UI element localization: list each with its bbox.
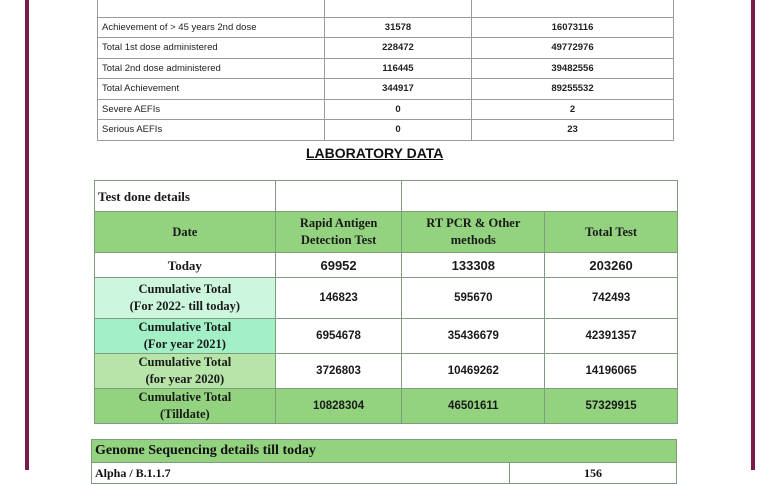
vax-district-cell: 0 (325, 99, 472, 120)
vax-label-cell: Total 1st dose administered (98, 38, 325, 59)
vax-district-cell: 31578 (325, 17, 472, 38)
vax-label-cell: Serious AEFIs (98, 120, 325, 141)
total-value: 742493 (545, 278, 678, 319)
test-done-title: Test done details (95, 181, 276, 212)
table-header-row (92, 440, 677, 463)
total-value: 57329915 (545, 389, 678, 424)
date-header: Date (95, 212, 276, 253)
laboratory-table (94, 180, 678, 424)
row-label: Today (95, 253, 276, 278)
table-row (92, 463, 677, 484)
vax-label-cell: Total Achievement (98, 79, 325, 100)
row-label-line1: Cumulative Total (138, 390, 232, 404)
vax-district-cell (325, 0, 472, 17)
table-row (98, 120, 674, 141)
row-label-line2: (for year 2020) (145, 372, 225, 386)
vax-state-cell: 16073116 (472, 17, 674, 38)
table-row (98, 17, 674, 38)
row-label (95, 389, 276, 424)
vax-state-cell: 49772976 (472, 38, 674, 59)
row-label-line2: (For year 2021) (143, 337, 226, 351)
vax-state-cell: 23 (472, 120, 674, 141)
rtpcr-value: 46501611 (402, 389, 545, 424)
table-row (98, 79, 674, 100)
table-row (98, 38, 674, 59)
rat-value: 10828304 (275, 389, 402, 424)
row-label (95, 278, 276, 319)
genome-sequencing-table (91, 439, 677, 484)
row-label-line2: (Tilldate) (159, 407, 210, 421)
vax-label-cell: Achievement of > 45 years 2nd dose (98, 17, 325, 38)
page-border-left (25, 0, 29, 470)
row-label-line1: Cumulative Total (138, 320, 232, 334)
rtpcr-value: 595670 (402, 278, 545, 319)
vax-state-cell: 2 (472, 99, 674, 120)
row-label (95, 319, 276, 354)
rtpcr-value: 133308 (402, 253, 545, 278)
table-row (95, 253, 678, 278)
table-row (95, 181, 678, 212)
vaccination-table (97, 0, 674, 141)
total-value: 14196065 (545, 354, 678, 389)
row-label-line2: (For 2022- till today) (129, 299, 241, 313)
vax-district-cell: 228472 (325, 38, 472, 59)
total-value: 203260 (545, 253, 678, 278)
row-label-line1: Cumulative Total (138, 355, 232, 369)
rtpcr-value: 10469262 (402, 354, 545, 389)
laboratory-data-heading: LABORATORY DATA (306, 145, 444, 161)
vax-district-cell: 344917 (325, 79, 472, 100)
table-row (98, 58, 674, 79)
table-row (98, 99, 674, 120)
genome-title: Genome Sequencing details till today (92, 440, 677, 463)
total-value: 42391357 (545, 319, 678, 354)
variant-count: 156 (510, 463, 677, 484)
table-row (95, 319, 678, 354)
table-row (98, 0, 674, 17)
empty-cell (402, 181, 678, 212)
table-row (95, 389, 678, 424)
vax-label-cell (98, 0, 325, 17)
vax-label-cell: Severe AEFIs (98, 99, 325, 120)
rat-value: 6954678 (275, 319, 402, 354)
vax-state-cell (472, 0, 674, 17)
rat-header: Rapid Antigen Detection Test (275, 212, 402, 253)
table-row (95, 278, 678, 319)
vax-district-cell: 116445 (325, 58, 472, 79)
row-label (95, 354, 276, 389)
empty-cell (275, 181, 402, 212)
variant-label: Alpha / B.1.1.7 (92, 463, 510, 484)
vax-state-cell: 89255532 (472, 79, 674, 100)
table-header-row (95, 212, 678, 253)
vax-district-cell: 0 (325, 120, 472, 141)
rtpcr-header: RT PCR & Other methods (402, 212, 545, 253)
rat-value: 69952 (275, 253, 402, 278)
page-border-right (751, 0, 755, 470)
table-row (95, 354, 678, 389)
vax-state-cell: 39482556 (472, 58, 674, 79)
rat-value: 146823 (275, 278, 402, 319)
rat-value: 3726803 (275, 354, 402, 389)
rtpcr-value: 35436679 (402, 319, 545, 354)
total-header: Total Test (545, 212, 678, 253)
vax-label-cell: Total 2nd dose administered (98, 58, 325, 79)
row-label-line1: Cumulative Total (138, 282, 232, 296)
